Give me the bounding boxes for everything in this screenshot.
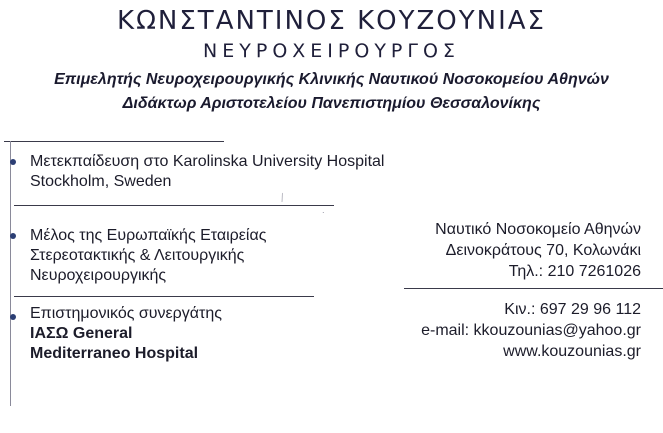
credential-training <box>30 152 384 192</box>
credential-line: Stockholm, Sweden <box>30 173 172 190</box>
bullet-icon <box>10 233 16 239</box>
position-subtitle: Επιμελητής Νευροχειρουργικής Κλινικής Ναυτικού Νοσοκομείου Αθηνών <box>54 71 609 88</box>
credential-line: Mediterraneo Hospital <box>30 345 199 362</box>
vertical-rule <box>10 141 11 406</box>
divider-line <box>14 296 314 297</box>
contact-block <box>421 300 641 363</box>
profession-title: ΝΕΥΡΟΧΕΙΡΟΥΡΓΟΣ <box>203 40 460 62</box>
doctor-name: ΚΩΝΣΤΑΝΤΙΝΟΣ ΚΟΥΖΟΥΝΙΑΣ <box>117 6 546 36</box>
divider-line <box>404 288 663 289</box>
credential-line: Μέλος της Ευρωπαϊκής Εταιρείας <box>30 227 267 244</box>
credential-line: Επιστημονικός συνεργάτης <box>30 305 222 322</box>
bullet-icon <box>10 314 16 320</box>
print-speck: ˙ <box>322 211 326 223</box>
degree-subtitle: Διδάκτωρ Αριστοτελείου Πανεπιστημίου Θεσσαλονίκης <box>122 95 541 112</box>
email-address: e-mail: kkouzounias@yahoo.gr <box>421 322 641 339</box>
bullet-icon <box>10 159 16 165</box>
website-url: www.kouzounias.gr <box>503 343 641 360</box>
hospital-address: Δεινοκράτους 70, Κολωνάκι <box>445 242 641 259</box>
print-speck: ⁄ <box>279 192 287 204</box>
divider-line <box>4 141 224 142</box>
hospital-name: Ναυτικό Νοσοκομείο Αθηνών <box>435 221 641 238</box>
credential-collaborator <box>30 304 222 364</box>
credential-line: ΙΑΣΩ General <box>30 325 133 342</box>
hospital-phone: Τηλ.: 210 7261026 <box>508 263 641 280</box>
mobile-number: Κιν.: 697 29 96 112 <box>504 301 641 318</box>
credential-line: Στερεοτακτικής & Λειτουργικής <box>30 247 245 264</box>
divider-line <box>14 205 334 206</box>
credential-line: Μετεκπαίδευση στο Karolinska University Hospital <box>30 153 385 170</box>
credential-membership <box>30 226 266 286</box>
hospital-block <box>435 220 641 283</box>
credential-line: Νευροχειρουργικής <box>30 267 167 284</box>
